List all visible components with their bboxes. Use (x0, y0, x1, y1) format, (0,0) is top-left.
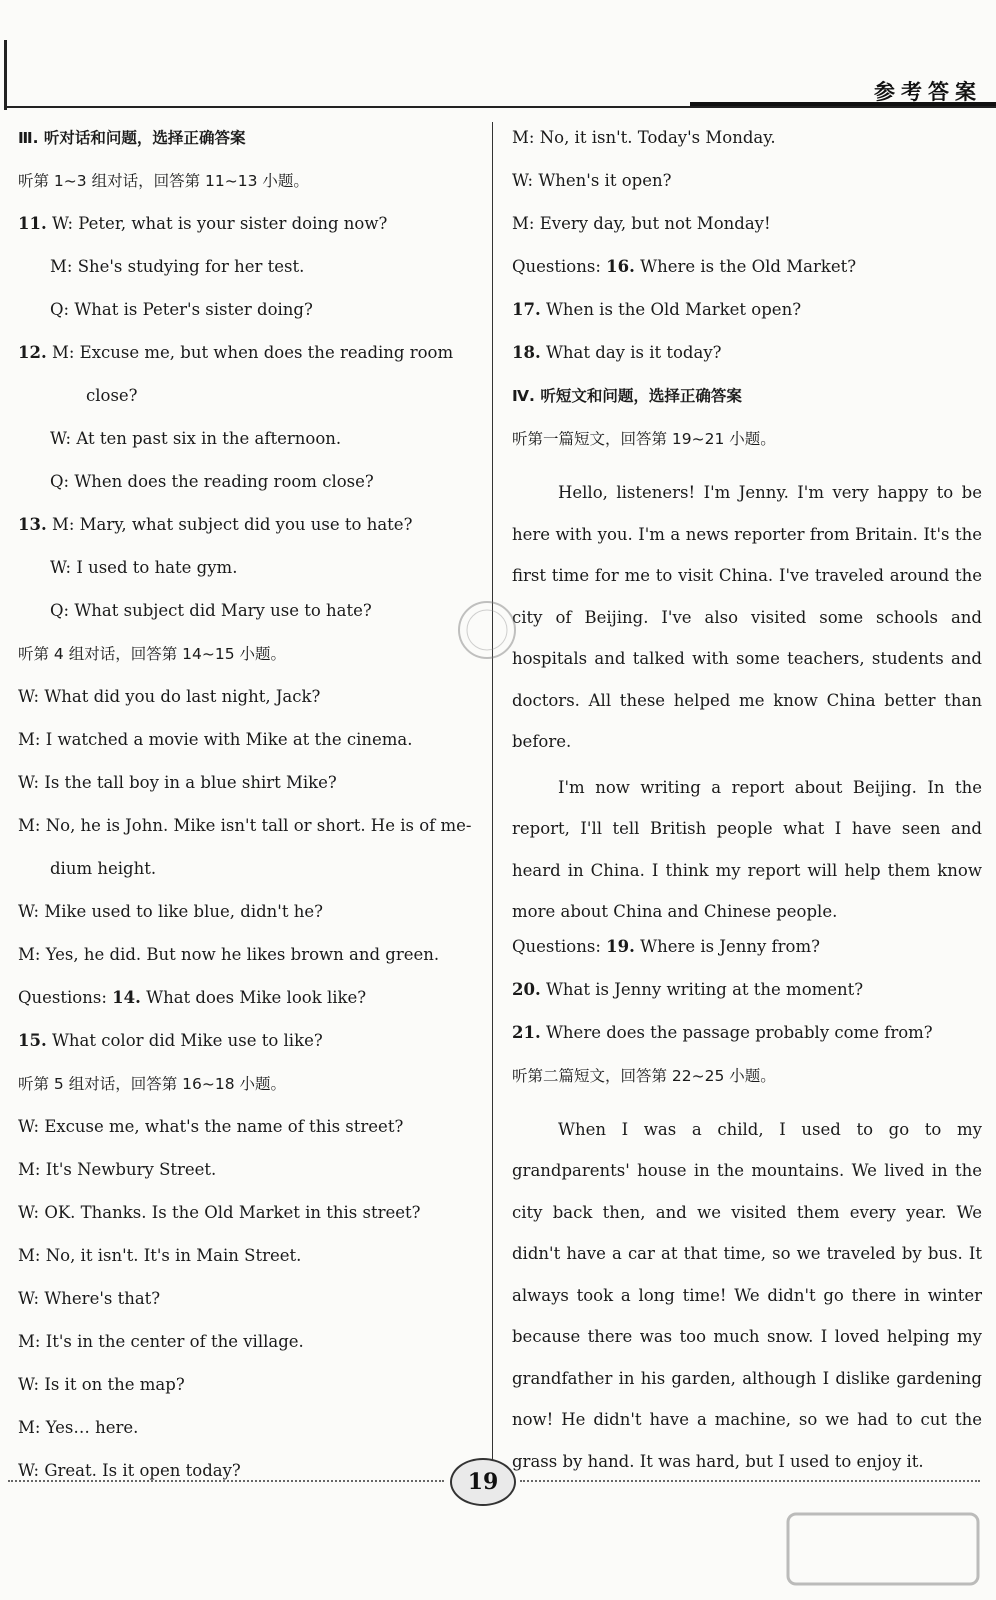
line-text: M: No, it isn't. Today's Monday. (512, 128, 776, 147)
dialogue-line (18, 1418, 484, 1461)
dialogue-line (18, 1332, 484, 1375)
dialogue-line (18, 601, 484, 644)
line-text: What is Jenny writing at the moment? (540, 979, 864, 999)
line-text: 听第 5 组对话，回答第 16~18 小题。 (18, 1075, 287, 1093)
line-text: M: Excuse me, but when does the reading room (46, 343, 454, 362)
line-text: W: When's it open? (512, 171, 672, 190)
line-text: 听第一篇短文，回答第 19~21 小题。 (512, 430, 776, 448)
line-text: M: She's studying for her test. (50, 257, 305, 276)
instruction-line (18, 171, 484, 214)
dialogue-line (512, 257, 982, 300)
line-text: 听第 1~3 组对话，回答第 11~13 小题。 (18, 172, 309, 190)
line-text: 听第 4 组对话，回答第 14~15 小题。 (18, 645, 287, 663)
item-number: 20. (512, 979, 541, 999)
dialogue-line (18, 730, 484, 773)
dialogue-line (18, 1031, 484, 1074)
section-heading (18, 128, 484, 171)
line-text: W: OK. Thanks. Is the Old Market in this street? (18, 1203, 421, 1222)
dialogue-line (512, 1023, 982, 1066)
item-number: 17. (512, 300, 541, 319)
dialogue-line (18, 859, 484, 902)
passage1-paragraph-1: Hello, listeners! I'm Jenny. I'm very happy to be here with you. I'm a news reporter from Britain. It's the first time for me to visit China. I've traveled around the city of Beijing. I've also visited some schools and hospitals and talked with some teachers, students and doctors. All these helped me know China better than before. (512, 483, 982, 751)
dialogue-line (18, 429, 484, 472)
dialogue-line (512, 128, 982, 171)
item-number: 15. (18, 1031, 47, 1050)
line-text: W: At ten past six in the afternoon. (50, 429, 342, 448)
dialogue-line (18, 558, 484, 601)
column-divider (492, 122, 493, 1467)
dialogue-line (18, 343, 484, 386)
watermark-logo-icon (778, 1504, 988, 1594)
line-text: W: Excuse me, what's the name of this street? (18, 1117, 404, 1136)
dialogue-line (18, 257, 484, 300)
right-lines-2 (512, 937, 982, 1109)
footer-dotted-right (520, 1480, 980, 1482)
page-header (0, 0, 996, 110)
item-number: 16. (606, 257, 635, 276)
line-text: Where is Jenny from? (634, 936, 820, 956)
dialogue-line (18, 1117, 484, 1160)
dialogue-line (18, 945, 484, 988)
dialogue-line (18, 214, 484, 257)
seal-stamp-icon (452, 595, 522, 665)
line-text: W: What did you do last night, Jack? (18, 687, 321, 706)
line-text: W: Peter, what is your sister doing now? (46, 214, 388, 233)
dialogue-line (18, 1289, 484, 1332)
dialogue-line (512, 937, 982, 980)
dialogue-line (18, 300, 484, 343)
instruction-line (512, 1066, 982, 1109)
dialogue-line (18, 1246, 484, 1289)
line-text: What day is it today? (540, 343, 722, 362)
dialogue-line (18, 515, 484, 558)
line-text: When is the Old Market open? (540, 300, 802, 319)
dialogue-line (18, 988, 484, 1031)
line-text: close? (86, 386, 138, 405)
line-text: Q: When does the reading room close? (50, 472, 374, 491)
line-text: W: Is the tall boy in a blue shirt Mike? (18, 773, 337, 792)
section-heading (512, 386, 982, 429)
dialogue-line (512, 214, 982, 257)
page-title: 参考答案 (874, 80, 982, 104)
dialogue-line (512, 343, 982, 386)
line-text: 听第二篇短文，回答第 22~25 小题。 (512, 1066, 776, 1085)
line-text: Q: What subject did Mary use to hate? (50, 601, 372, 620)
dialogue-line (512, 980, 982, 1023)
item-number: 12. (18, 343, 47, 362)
dialogue-line (18, 1160, 484, 1203)
line-text: What does Mike look like? (140, 988, 367, 1007)
passage2-paragraph-1: When I was a child, I used to go to my grandparents' house in the mountains. We lived in the city back then, and we visited them every year. We didn't have a car at that time, so we traveled by bus. It always took a long time! We didn't go there in winter because there was too much snow. I loved helping my grandfather in his garden, although I dislike gardening now! He didn't have a machine, so we had to cut the grass by hand. It was hard, but I used to enjoy it. (512, 1119, 982, 1471)
dialogue-line (18, 1375, 484, 1418)
line-text: M: It's in the center of the village. (18, 1332, 304, 1351)
item-number: 21. (512, 1022, 541, 1042)
line-text: M: Yes, he did. But now he likes brown and green. (18, 945, 440, 964)
footer-dotted-left (8, 1480, 444, 1482)
dialogue-line (18, 1203, 484, 1246)
dialogue-line (18, 773, 484, 816)
line-text: W: I used to hate gym. (50, 558, 238, 577)
dialogue-line (18, 816, 484, 859)
line-text: W: Great. Is it open today? (18, 1461, 241, 1480)
line-text: Q: What is Peter's sister doing? (50, 300, 313, 319)
passage1-paragraph-2: I'm now writing a report about Beijing. In the report, I'll tell British people what I have seen and heard in China. I think my report will help them know more about China and Chinese people. (512, 777, 982, 921)
line-text: M: No, it isn't. It's in Main Street. (18, 1246, 302, 1265)
line-text: M: Yes… here. (18, 1418, 139, 1437)
line-text: M: It's Newbury Street. (18, 1160, 217, 1179)
left-column (18, 128, 484, 1504)
right-column (512, 128, 982, 1486)
dialogue-line (18, 687, 484, 730)
line-text: Where does the passage probably come from? (540, 1022, 933, 1042)
line-text: M: I watched a movie with Mike at the cinema. (18, 730, 413, 749)
dialogue-line (18, 1461, 484, 1504)
dialogue-line (18, 902, 484, 945)
dialogue-line (18, 386, 484, 429)
dialogue-line (512, 300, 982, 343)
item-number: 18. (512, 343, 541, 362)
line-text: W: Where's that? (18, 1289, 161, 1308)
line-text: M: Mary, what subject did you use to hate? (46, 515, 413, 534)
line-text: W: Mike used to like blue, didn't he? (18, 902, 323, 921)
questions-label: Questions: (18, 988, 113, 1007)
line-text: M: No, he is John. Mike isn't tall or short. He is of me- (18, 816, 472, 835)
line-text: M: Every day, but not Monday! (512, 214, 771, 233)
right-lines-1 (512, 128, 982, 472)
item-number: 13. (18, 515, 47, 534)
header-rule (4, 106, 996, 108)
line-text: W: Is it on the map? (18, 1375, 185, 1394)
item-number: 11. (18, 214, 47, 233)
header-left-bar (4, 40, 7, 110)
dialogue-line (18, 472, 484, 515)
item-number: 14. (112, 988, 141, 1007)
line-text: Ⅲ. 听对话和问题，选择正确答案 (18, 129, 246, 147)
instruction-line (512, 429, 982, 472)
line-text: Where is the Old Market? (634, 257, 857, 276)
page-number: 19 (450, 1458, 516, 1506)
dialogue-line (512, 171, 982, 214)
item-number: 19. (606, 936, 635, 956)
line-text: dium height. (50, 859, 157, 878)
line-text: Ⅳ. 听短文和问题，选择正确答案 (512, 387, 742, 405)
questions-label: Questions: (512, 257, 607, 276)
questions-label: Questions: (512, 936, 607, 956)
line-text: What color did Mike use to like? (46, 1031, 323, 1050)
instruction-line (18, 1074, 484, 1117)
instruction-line (18, 644, 484, 687)
